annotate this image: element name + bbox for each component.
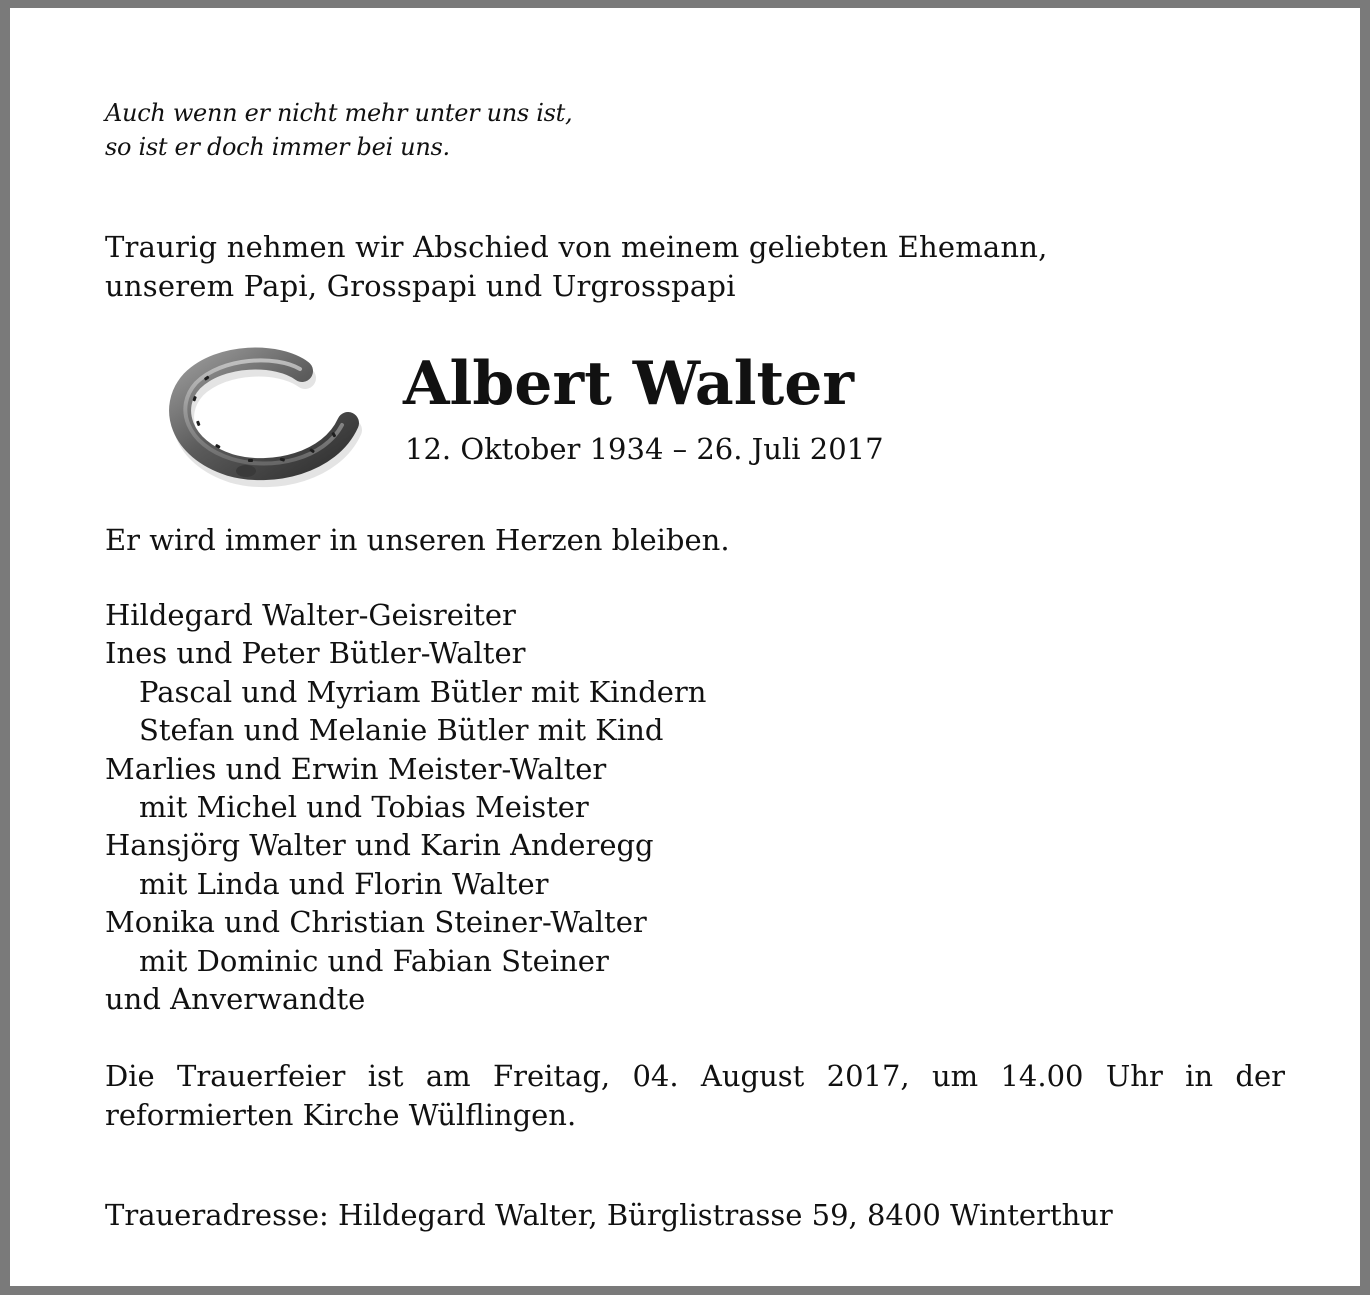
intro-line-1: Traurig nehmen wir Abschied von meinem geliebten Ehemann, — [105, 230, 1048, 264]
mourner-line-indented: Pascal und Myriam Bütler mit Kindern — [139, 674, 707, 709]
mourner-line-indented: mit Michel und Tobias Meister — [139, 790, 589, 825]
intro-line-2: unserem Papi, Grosspapi und Urgrosspapi — [105, 269, 736, 303]
motto-line-1: Auch wenn er nicht mehr unter uns ist, — [105, 99, 573, 127]
mourner-line: Marlies und Erwin Meister-Walter — [105, 751, 607, 786]
mourner-line-indented: mit Linda und Florin Walter — [139, 866, 549, 901]
mourner-line-indented: mit Dominic und Fabian Steiner — [139, 943, 609, 978]
mourners-list — [105, 596, 706, 1018]
ceremony-line-2: reformierten Kirche Wülflingen. — [105, 1098, 577, 1132]
intro-text — [105, 228, 1048, 306]
horseshoe-icon — [160, 343, 365, 488]
mourner-line: Hansjörg Walter und Karin Anderegg — [105, 828, 654, 863]
mourning-address: Traueradresse: Hildegard Walter, Bürglistrasse 59, 8400 Winterthur — [105, 1198, 1113, 1232]
mourner-line: und Anverwandte — [105, 982, 366, 1017]
remembrance-line: Er wird immer in unseren Herzen bleiben. — [105, 523, 730, 557]
ceremony-line-1: Die Trauerfeier ist am Freitag, 04. August 2017, um 14.00 Uhr in der — [105, 1059, 1285, 1093]
motto-line-2: so ist er doch immer bei uns. — [105, 133, 450, 161]
life-dates: 12. Oktober 1934 – 26. Juli 2017 — [405, 432, 884, 466]
mourner-line: Hildegard Walter-Geisreiter — [105, 598, 516, 632]
motto — [105, 96, 572, 164]
mourner-line: Ines und Peter Bütler-Walter — [105, 636, 526, 671]
mourner-line: Monika und Christian Steiner-Walter — [105, 905, 647, 940]
deceased-name: Albert Walter — [403, 349, 855, 419]
ceremony-notice — [105, 1057, 1285, 1135]
mourner-line-indented: Stefan und Melanie Bütler mit Kind — [139, 713, 664, 748]
